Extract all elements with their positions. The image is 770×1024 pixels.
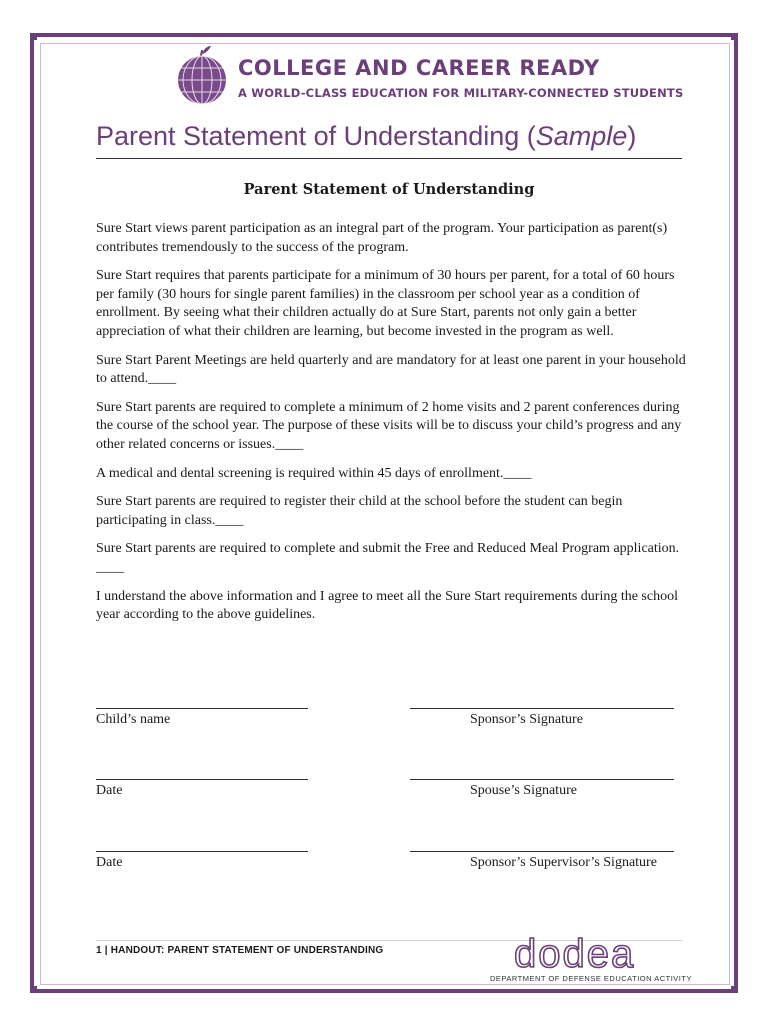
border-corner	[30, 986, 37, 993]
date-label: Date	[96, 855, 123, 870]
paragraph: Sure Start parents are required to complete and submit the Free and Reduced Meal Program application. ____	[96, 541, 680, 575]
spouse-signature-label: Spouse’s Signature	[470, 783, 577, 798]
childs-name-label: Child’s name	[96, 712, 171, 727]
border-corner	[731, 33, 738, 40]
paragraph: Sure Start parents are required to register their child at the school before the student can begin participating in class.____	[96, 494, 623, 528]
border-corner	[731, 986, 738, 993]
handout-title: HANDOUT: PARENT STATEMENT OF UNDERSTANDING	[110, 945, 384, 956]
paragraph: Sure Start requires that parents participate for a minimum of 30 hours per parent, for a total of 60 hours per family (30 hours for single parent families) in the classroom per school year as a condition of enrollment. By seeing what their children actually do at Sure Start, parents not only gain a better appreciation of what their children are learning, but become invested in the program as well.	[96, 268, 675, 339]
page-number: 1	[96, 945, 102, 956]
page-title-main: Parent Statement of Understanding (	[96, 121, 536, 151]
signature-line-childs-name[interactable]	[96, 708, 308, 709]
signature-line-supervisor[interactable]	[410, 851, 674, 852]
footer-label	[96, 945, 383, 956]
paragraph: Sure Start parents are required to complete a minimum of 2 home visits and 2 parent conferences during the course of the school year. The purpose of these visits will be to discuss your child’s progress and any other related concerns or issues.____	[96, 399, 682, 452]
signature-line-spouse[interactable]	[410, 779, 674, 780]
paragraph: I understand the above information and I agree to meet all the Sure Start requirements during the school year according to the above guidelines.	[96, 588, 678, 623]
footer-separator: |	[104, 945, 108, 956]
page-title	[96, 121, 636, 152]
dodea-logo	[510, 935, 670, 975]
paragraph: Sure Start views parent participation as an integral part of the program. Your participation as parent(s) contributes tremendously to the success of the program.	[96, 221, 668, 255]
signature-line-sponsor[interactable]	[410, 708, 674, 709]
date-label: Date	[96, 783, 123, 798]
signature-line-date[interactable]	[96, 779, 308, 780]
paragraph: A medical and dental screening is required within 45 days of enrollment.____	[96, 465, 532, 481]
document-heading: Parent Statement of Understanding	[243, 181, 535, 198]
sponsor-signature-label: Sponsor’s Signature	[470, 712, 583, 727]
header-subtitle: A WORLD-CLASS EDUCATION FOR MILITARY-CONNECTED STUDENTS	[238, 86, 684, 100]
paragraph: Sure Start Parent Meetings are held quarterly and are mandatory for at least one parent in your household to attend.____	[96, 352, 686, 387]
page-title-italic: Sample	[535, 121, 628, 151]
supervisor-signature-label: Sponsor’s Supervisor’s Signature	[470, 855, 657, 870]
header-title: COLLEGE AND CAREER READY	[238, 56, 600, 80]
title-divider	[96, 158, 682, 159]
dodea-subtitle: DEPARTMENT OF DEFENSE EDUCATION ACTIVITY	[490, 974, 692, 983]
dodea-wordmark: dodea	[514, 935, 636, 975]
globe-apple-icon	[175, 44, 229, 106]
page-title-close: )	[627, 121, 637, 151]
border-corner	[30, 33, 37, 40]
signature-line-date[interactable]	[96, 851, 308, 852]
document-body	[96, 220, 686, 635]
